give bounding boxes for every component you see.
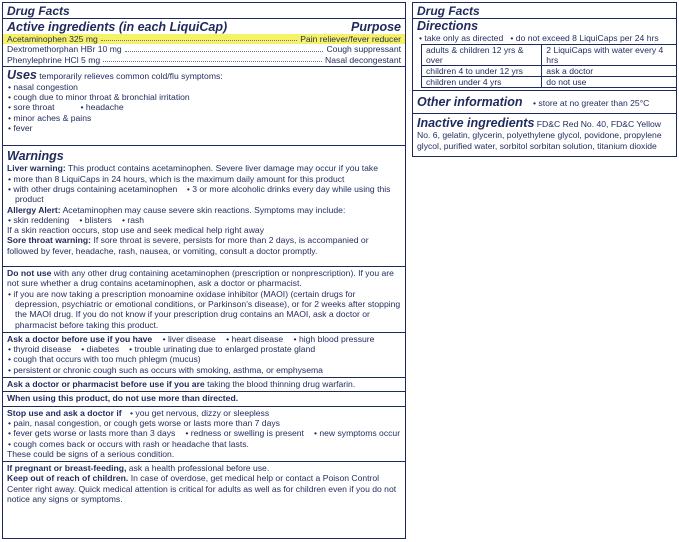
warnings-section <box>3 146 405 258</box>
ingredient-purpose: Nasal decongestant <box>325 54 401 65</box>
drug-facts-title: Drug Facts <box>417 4 480 18</box>
allergy-symptoms: • skin reddening • blisters • rash <box>8 214 145 225</box>
liver-bullet: • with other drugs containing acetaminophen • 3 or more alcoholic drinks every day while using this product <box>8 183 391 205</box>
ask-bullet: • cough that occurs with too much phlegm (mucus) <box>8 354 201 365</box>
ingredient-name: Dextromethorphan HBr 10 mg <box>7 44 122 55</box>
ask-doctor-label: Ask a doctor before use if you have <box>7 333 153 344</box>
active-ingredients-section <box>3 19 405 65</box>
table-row: children under 4 yrs do not use <box>422 77 677 88</box>
stop-bullet: • pain, nasal congestion, or cough gets worse or lasts more than 7 days <box>8 417 280 428</box>
drug-facts-left-panel <box>2 2 406 539</box>
other-info-heading: Other information <box>417 95 523 110</box>
stop-after: These could be signs of a serious condition. <box>7 448 175 459</box>
ingredient-name: Phenylephrine HCl 5 mg <box>7 54 101 65</box>
stop-use-section: Stop use and ask a doctor if • you get nervous, dizzy or sleepless • pain, nasal congestion, or cough gets worse or lasts more than 7 days • fever gets worse or lasts more than 3 days • redness or swelling is present • new symptoms occur • cough comes back or occurs with rash or headache that lasts. These could be signs of a serious condition. <box>7 407 401 459</box>
directions-heading: Directions <box>417 19 479 33</box>
ingredient-row <box>3 34 405 44</box>
use-item: • sore throat • headache <box>8 102 124 113</box>
drug-facts-right-panel <box>412 2 677 157</box>
allergy-alert: Allergy Alert: Acetaminophen may cause severe skin reactions. Symptoms may include: <box>7 204 346 215</box>
ingredient-row <box>3 44 405 54</box>
active-ingredients-heading: Active ingredients (in each LiquiCap) <box>7 20 228 34</box>
do-not-use-text: with any other drug containing acetaminophen (prescription or nonprescription). If you are not sure whether a drug contains acetaminophen, ask a doctor or pharmacist. <box>7 268 394 289</box>
ask-pharmacist-section: Ask a doctor or pharmacist before use if you are taking the blood thinning drug warfarin. <box>7 379 356 390</box>
when-using-section: When using this product, do not use more than directed. <box>7 393 239 404</box>
drug-facts-title: Drug Facts <box>7 4 70 18</box>
use-item: • cough due to minor throat & bronchial irritation <box>8 92 190 103</box>
ingredient-name: Acetaminophen 325 mg <box>7 34 98 44</box>
inactive-section <box>413 114 676 153</box>
use-item: • fever <box>8 123 33 134</box>
ask-bullet: • persistent or chronic cough such as occurs with smoking, asthma, or emphysema <box>8 364 323 375</box>
liver-warning: Liver warning: This product contains acetaminophen. Severe liver damage may occur if you take <box>7 163 378 174</box>
inactive-heading: Inactive ingredients <box>417 116 535 131</box>
maoi-bullet: • if you are now taking a prescription monoamine oxidase inhibitor (MAOI) (certain drugs for depression, psychiatric or emotional conditions, or Parkinson's disease), or for 2 weeks after stopping the MAOI drug. If you do not know if your prescription drug contains an MAOI, ask a doctor or pharmacist before taking this product. <box>8 288 401 330</box>
directions-section <box>413 19 676 90</box>
purpose-heading: Purpose <box>350 20 401 34</box>
pregnancy-section: If pregnant or breast-feeding, ask a health professional before use. Keep out of reach of children. In case of overdose, get medical help or contact a Poison Control Center right away. Quick medical attention is critical for adults as well as for children even if you do not notice any signs or symptoms. <box>7 463 397 504</box>
use-item: • nasal congestion <box>8 81 78 92</box>
ingredient-purpose: Pain reliever/fever reducer <box>300 34 401 44</box>
ingredient-purpose: Cough suppressant <box>326 44 401 55</box>
other-info-text: store at no greater than 25°C <box>538 98 650 109</box>
ingredient-row <box>3 55 405 65</box>
liver-bullet: • more than 8 LiquiCaps in 24 hours, which is the maximum daily amount for this product <box>8 173 345 184</box>
other-info-section: Other information • store at no greater than 25°C <box>417 95 650 110</box>
table-row: adults & children 12 yrs & over 2 LiquiCaps with water every 4 hrs <box>422 45 677 66</box>
inactive-text: FD&C Red No. 40, FD&C Yellow No. 6, gelatin, glycerin, polyethylene glycol, povidone, propylene glycol, purified water, sorbitol sorbitan solution, titanium dioxide <box>417 119 662 151</box>
stop-bullet: • cough comes back or occurs with rash or headache that lasts. <box>8 438 249 449</box>
use-item: • minor aches & pains <box>8 112 92 123</box>
allergy-after: If a skin reaction occurs, stop use and seek medical help right away <box>7 225 264 236</box>
uses-section <box>3 67 405 145</box>
directions-bullets: • take only as directed • do not exceed 8 LiquiCaps per 24 hrs <box>419 33 659 43</box>
warnings-heading: Warnings <box>7 149 64 164</box>
uses-intro: temporarily relieves common cold/flu symptoms: <box>39 70 223 81</box>
table-row: children 4 to under 12 yrs ask a doctor <box>422 66 677 77</box>
ask-doctor-section: Ask a doctor before use if you have • liver disease • heart disease • high blood pressure • thyroid disease • diabetes • trouble urinating due to enlarged prostate gland • cough that occurs with too much phlegm (mucus) • persistent or chronic cough such as occurs with smoking, asthma, or emphysema <box>3 333 405 377</box>
uses-heading: Uses <box>7 67 37 82</box>
directions-table <box>421 44 677 88</box>
sore-throat-warning: Sore throat warning: If sore throat is severe, persists for more than 2 days, is accompanied or followed by fever, headache, rash, nausea, or vomiting, consult a doctor promptly. <box>7 235 369 256</box>
do-not-use-section: Do not use with any other drug containing acetaminophen (prescription or nonprescription). If you are not sure whether a drug contains acetaminophen, ask a doctor or pharmacist. • if you are now taking a prescription monoamine oxidase inhibitor (MAOI) (certain drugs for depression, psychiatric or emotional conditions, or Parkinson's disease), or for 2 weeks after stopping the MAOI drug. If you do not know if your prescription drug contains an MAOI, ask a doctor or pharmacist before taking this product. <box>7 268 401 330</box>
